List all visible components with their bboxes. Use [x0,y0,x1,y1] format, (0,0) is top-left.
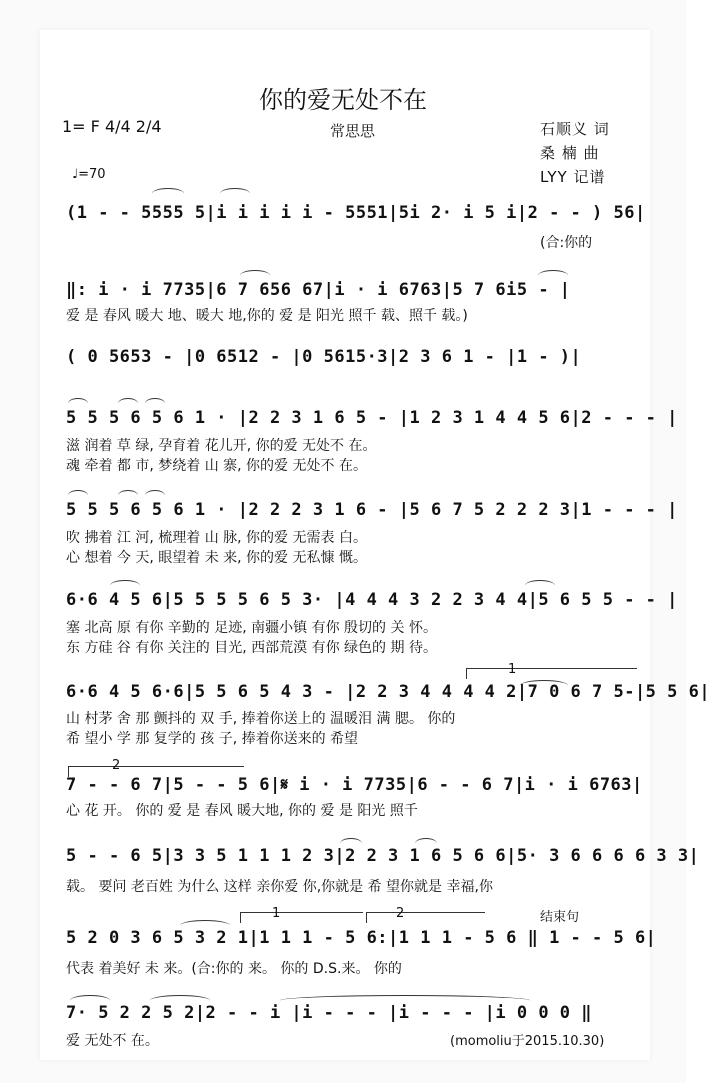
lyric-line-6a: 塞 北高 原 有你 辛勤的 足迹, 南疆小镇 有你 殷切的 关 怀。 [66,620,437,636]
notation-line-3: ( 0 5653 - |0 6512 - |0 5615·3|2 3 6 1 - |1 - )| [66,347,582,367]
lyric-line-7b: 希 望小 学 那 复学的 孩 子, 捧着你送来的 希望 [66,731,359,747]
notation-line-10: 5 2 0 3 6 5 3 2 1|1 1 1 - 5 6:|1 1 1 - 5 6 ‖ 1 - - 5 6| [66,928,657,948]
volta-bracket [366,912,485,923]
volta-bracket [466,668,637,679]
volta-bracket [240,912,363,923]
lyric-line-1: (合:你的 [540,235,593,251]
triplet-arc [152,188,184,199]
lyric-line-11: 爱 无处不 在。 [66,1033,159,1049]
lyric-line-4a: 滋 润着 草 绿, 孕育着 花儿开, 你的爱 无处不 在。 [66,438,377,454]
notation-line-8: 7 - - 6 7|5 - - 5 6|𝄋 i · i 7735|6 - - 6 7|i · i 6763| [66,775,643,795]
volta-1-label: 1 [272,906,281,921]
lyric-line-8: 心 花 开。 你的 爱 是 春风 暖大地, 你的 爱 是 阳光 照千 [66,803,418,819]
notation-line-2: ‖: i · i 7735|6 7 656 67|i · i 6763|5 7 6i5 - | [66,280,571,300]
notation-line-1: (1 - - 5555 5|i i i i i - 5551|5i 2· i 5 i|2 - - ) 56| [66,203,646,223]
lyric-line-6b: 东 方硅 谷 有你 关注的 目光, 西部荒漠 有你 绿色的 期 待。 [66,640,437,656]
lyric-line-5a: 吹 拂着 江 河, 梳理着 山 脉, 你的爱 无需表 白。 [66,530,367,546]
tempo-mark: ♩=70 [72,167,106,182]
transcriber-credit: LYY 记谱 [540,168,606,186]
volta-2-label: 2 [396,906,405,921]
lyric-line-7a: 山 村茅 舍 那 颤抖的 双 手, 捧着你送上的 温暖泪 满 腮。 你的 [66,711,456,727]
lyric-line-9: 载。 要问 老百姓 为什么 这样 亲你爱 你,你就是 希 望你就是 幸福,你 [66,879,493,895]
lyric-line-4b: 魂 牵着 都 市, 梦绕着 山 寨, 你的爱 无处不 在。 [66,458,367,474]
composer-credit: 桑 楠 曲 [540,144,600,162]
notation-line-6: 6·6 4 5 6|5 5 5 5 6 5 3· |4 4 4 3 2 2 3 4 4|5 6 5 5 - - | [66,590,678,610]
notation-line-5: 5 5 5 6 5 6 1 · |2 2 2 3 1 6 - |5 6 7 5 2 2 2 3|1 - - - | [66,500,678,520]
volta-2-label: 2 [112,758,121,773]
song-title: 你的爱无处不在 [259,86,427,114]
lyric-line-5b: 心 想着 今 天, 眼望着 未 来, 你的爱 无私慷 慨。 [66,550,367,566]
ending-label: 结束句 [540,910,580,925]
lyric-line-10: 代表 着美好 未 来。(合:你的 来。 你的 D.S.来。 你的 [66,961,402,977]
notation-line-9: 5 - - 6 5|3 3 5 1 1 1 2 3|2 2 3 1 6 5 6 6|5· 3 6 6 6 6 3 3| [66,846,700,866]
notation-line-7: 6·6 4 5 6·6|5 5 6 5 4 3 - |2 2 3 4 4 4 4 2|7 0 6 7 5-|5 5 6| [66,682,710,702]
notation-line-11: 7· 5 2 2 5 2|2 - - i |i - - - |i - - - |i 0 0 0 ‖ [66,1003,593,1023]
volta-1-label: 1 [508,662,517,677]
key-signature: 1= F 4/4 2/4 [62,117,162,136]
singer-name: 常思思 [330,122,376,140]
lyric-line-2: 爱 是 春风 暖大 地、暖大 地,你的 爱 是 阳光 照千 载、照千 载。) [66,308,468,324]
transcriber-signature: (momoliu于2015.10.30) [450,1034,605,1049]
triplet-arc [220,188,250,199]
lyricist-credit: 石顺义 词 [540,120,610,138]
notation-line-4: 5 5 5 6 5 6 1 · |2 2 3 1 6 5 - |1 2 3 1 4 4 5 6|2 - - - | [66,408,678,428]
